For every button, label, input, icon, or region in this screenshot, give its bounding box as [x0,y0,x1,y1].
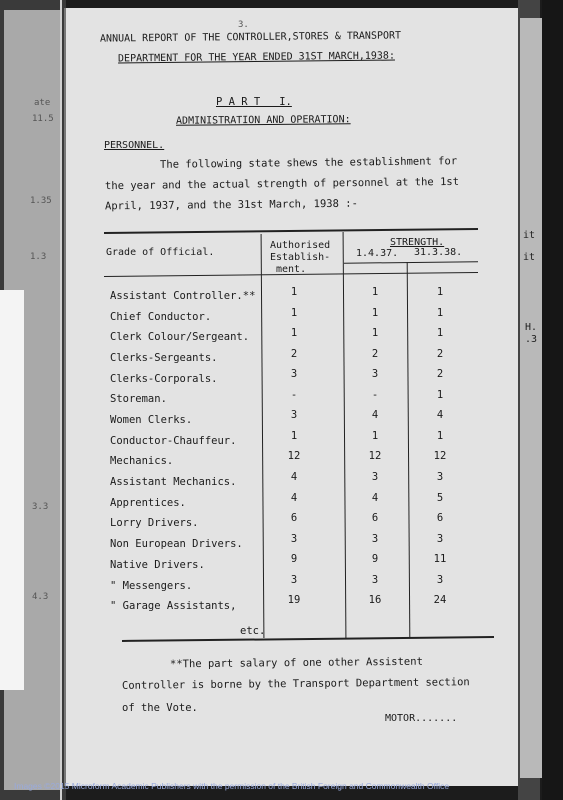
table-cell-auth: 6 [290,512,298,525]
page-fold-shadow [542,0,563,800]
column-header-authorised: Establish- [270,252,331,263]
table-row-grade: Apprentices. [110,496,186,509]
column-header-authorised: Authorised [270,240,331,251]
table-cell-s2: 1 [436,286,444,298]
report-title-line-1: ANNUAL REPORT OF THE CONTROLLER,STORES & TRANSPORT [99,30,402,45]
table-cell-s2: 3 [436,470,444,483]
table-cell-auth: 4 [290,491,298,504]
table-cell-s2: 11 [433,553,447,566]
footnote-line-2: Controller is borne by the Transport Department section [121,676,470,692]
table-cell-s2: 2 [436,347,444,360]
table-cell-auth: 9 [290,553,298,566]
table-cell-auth: 3 [290,532,298,545]
table-cell-s1: 3 [371,470,379,483]
table-row-grade: Clerk Colour/Sergeant. [110,331,250,344]
column-header-strength: STRENGTH. [390,237,445,248]
table-cell-s2: 4 [436,409,444,422]
personnel-heading: PERSONNEL. [104,140,165,151]
table-cell-s2: 6 [436,512,444,525]
table-cell-s1: 1 [371,306,379,319]
table-row-grade: Women Clerks. [110,414,193,427]
column-header-authorised: ment. [276,264,307,275]
table-row-grade: " Garage Assistants, [110,600,237,613]
table-cell-auth: 1 [290,327,298,340]
column-header-date-1937: 1.4.37. [356,248,399,259]
table-row-grade: " Messengers. [110,579,193,592]
left-margin-fragment: 1.3 [30,252,47,262]
table-row-continuation: etc. [240,625,266,637]
table-row-grade: Native Drivers. [110,558,205,571]
table-cell-s2: 1 [436,306,444,319]
table-cell-s2: 1 [436,388,444,401]
left-page-edge [60,0,62,800]
catchword: MOTOR....... [385,713,458,724]
table-row-grade: Clerks-Corporals. [110,372,218,385]
table-cell-auth: 2 [290,347,298,360]
column-header-date-1938: 31.3.38. [414,247,463,258]
image-credit-footer: Images ©2015 Microform Academic Publishers with the permission of the British Foreign and Commonwealth Office [14,781,450,791]
table-cell-s1: 1 [371,327,379,340]
left-margin-fragment: 11.5 [32,114,54,124]
part-heading: P A R T I. [216,96,292,108]
table-cell-auth: 1 [290,429,298,442]
table-row-grade: Assistant Controller.** [110,290,256,302]
right-margin-fragment: it [523,252,536,263]
table-row-grade: Conductor-Chauffeur. [110,434,237,447]
table-cell-s1: 12 [368,450,382,463]
left-margin-fragment: ate [34,98,51,108]
table-cell-s2: 12 [433,450,447,463]
table-cell-auth: 19 [287,594,301,607]
table-cell-s1: 6 [371,512,379,525]
report-title-line-2: DEPARTMENT FOR THE YEAR ENDED 31ST MARCH,1938: [117,50,396,65]
table-cell-s1: 4 [371,491,379,504]
table-cell-s2: 3 [436,573,444,586]
intro-paragraph-line-2: the year and the actual strength of personnel at the 1st [104,175,460,193]
table-row-grade: Clerks-Sergeants. [110,352,218,365]
table-cell-s1: 3 [371,532,379,545]
table-row-grade: Non European Drivers. [110,538,243,551]
table-cell-auth: 12 [287,450,301,463]
table-cell-s2: 2 [436,368,444,381]
section-heading: ADMINISTRATION AND OPERATION: [175,114,351,127]
right-margin-fragment: H. [525,322,538,333]
table-cell-s1: - [371,388,379,401]
left-margin-fragment: 1.35 [30,196,52,206]
table-row-grade: Chief Conductor. [110,310,212,323]
table-row-grade: Lorry Drivers. [110,517,199,530]
footnote-line-1: **The part salary of one other Assistent [169,655,423,671]
left-margin-fragment: 4.3 [32,592,49,602]
right-margin-fragment: .3 [525,334,538,345]
table-row-grade: Storeman. [110,393,167,406]
table-cell-s2: 1 [436,429,444,442]
table-cell-s2: 1 [436,327,444,340]
column-header-grade: Grade of Official. [106,247,215,258]
table-cell-s1: 4 [371,409,379,422]
left-margin-fragment: 3.3 [32,502,49,512]
table-cell-auth: 1 [290,306,298,319]
left-page-notch [0,290,24,690]
right-margin-fragment: it [523,230,536,241]
table-cell-s1: 1 [371,286,379,298]
intro-paragraph-line-3: April, 1937, and the 31st March, 1938 :- [104,197,358,213]
table-cell-s2: 5 [436,491,444,504]
table-cell-s2: 24 [433,594,447,607]
table-cell-s1: 16 [368,594,382,607]
table-cell-auth: 3 [290,409,298,422]
table-cell-auth: 3 [290,573,298,586]
intro-paragraph-line-1: The following state shews the establishment for [159,155,458,171]
table-cell-s1: 1 [371,429,379,442]
right-adjacent-page [520,18,544,778]
table-row-grade: Mechanics. [110,455,174,468]
table-cell-auth: 3 [290,368,298,381]
table-cell-s2: 3 [436,532,444,545]
table-cell-auth: 1 [290,286,298,298]
table-cell-auth: 4 [290,470,298,483]
table-cell-s1: 2 [371,347,379,360]
table-cell-s1: 9 [371,553,379,566]
table-cell-s1: 3 [371,573,379,586]
page-number-mark: 3. [238,20,249,30]
table-cell-s1: 3 [371,368,379,381]
footnote-line-3: of the Vote. [122,702,198,714]
table-cell-auth: - [290,388,298,401]
table-row-grade: Assistant Mechanics. [110,476,237,489]
